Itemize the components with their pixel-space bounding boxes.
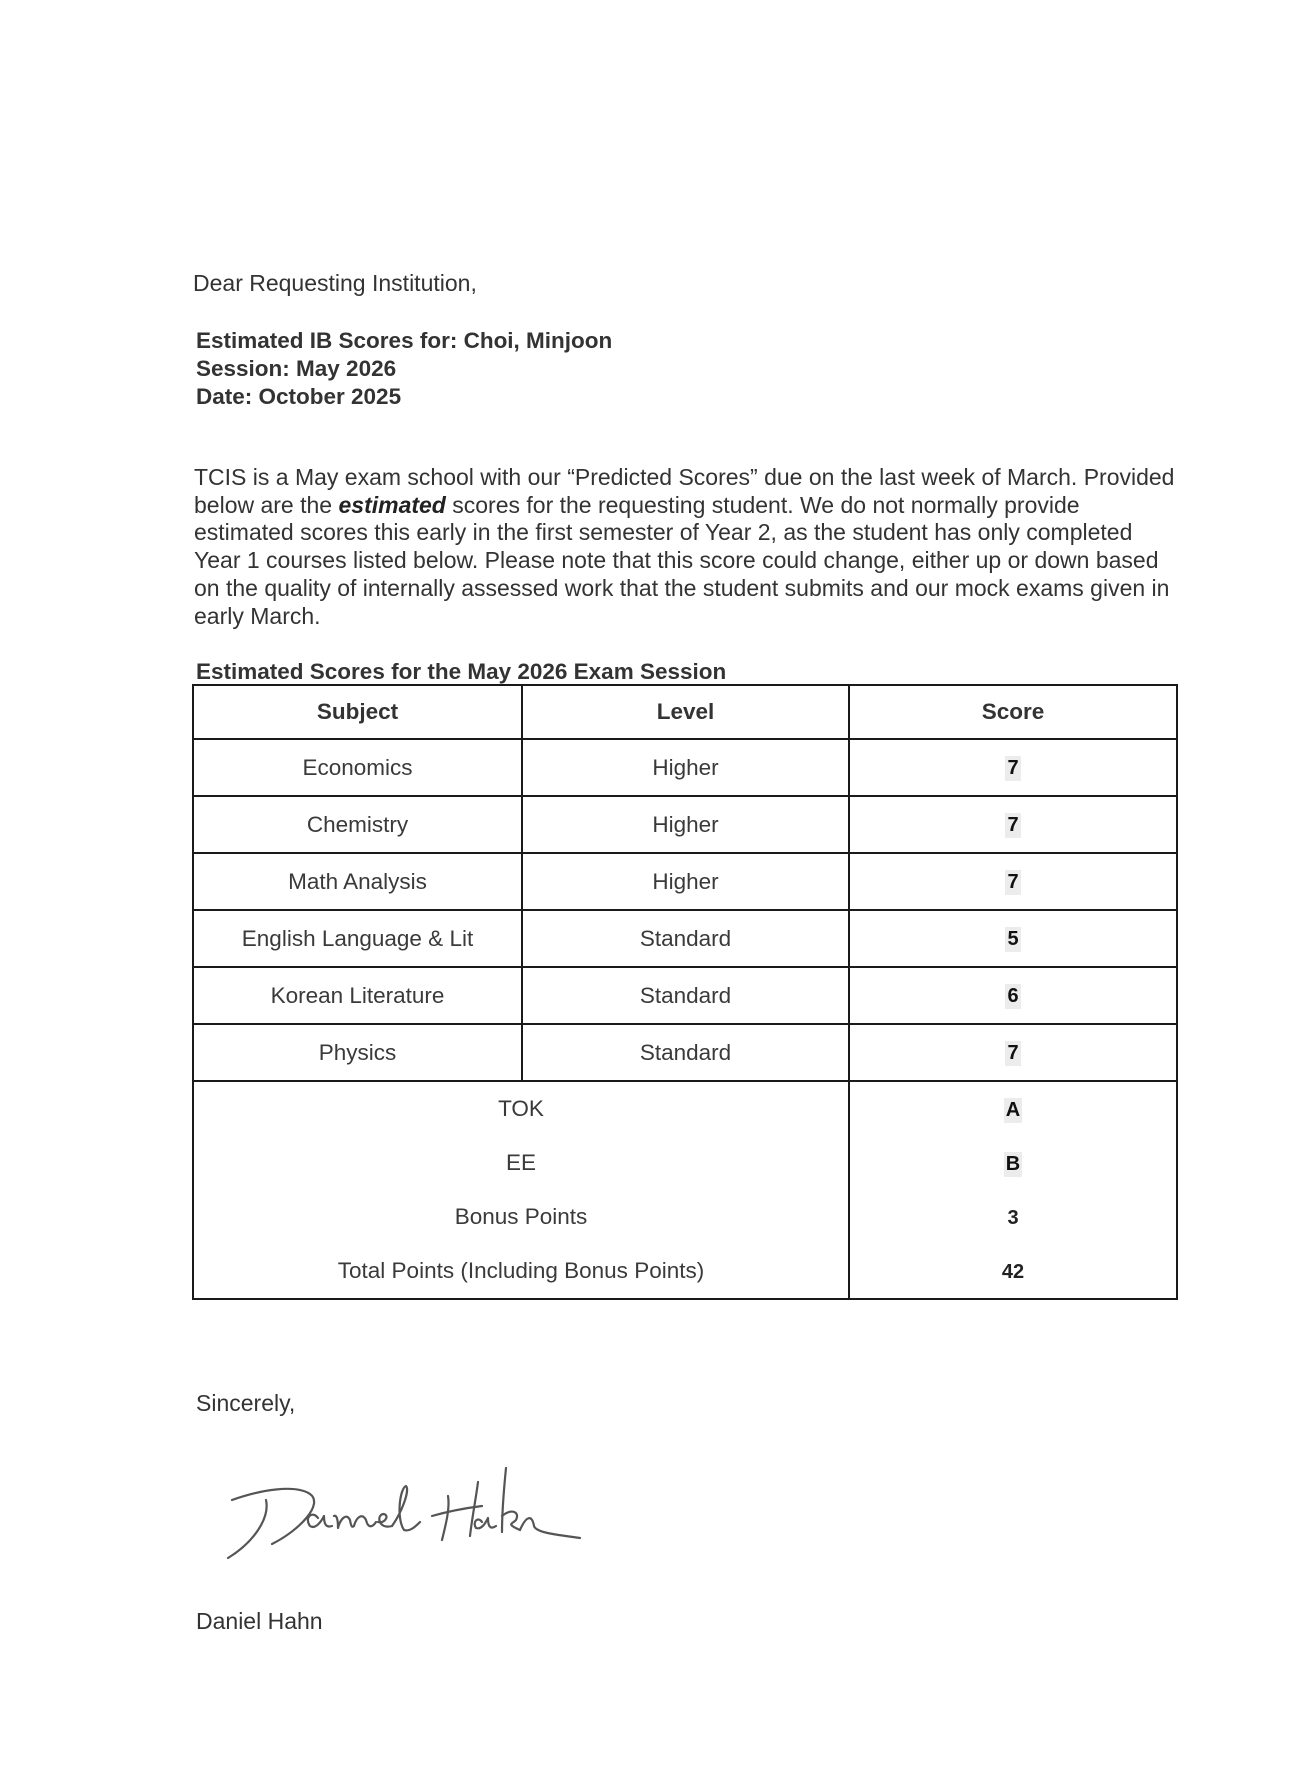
intro-emphasis: estimated <box>338 491 446 518</box>
table-row <box>193 739 1177 796</box>
score-value: 7 <box>1007 814 1019 836</box>
level-cell: Higher <box>522 853 849 910</box>
closing: Sincerely, <box>196 1390 296 1416</box>
summary-row <box>193 1081 1177 1136</box>
score-cell <box>849 739 1177 796</box>
score-cell <box>849 967 1177 1024</box>
level-cell: Standard <box>522 967 849 1024</box>
table-caption: Estimated Scores for the May 2026 Exam Session <box>196 659 727 684</box>
intro-line-2 <box>194 492 1194 520</box>
level-cell: Standard <box>522 910 849 967</box>
table-header-row <box>193 685 1177 739</box>
greeting: Dear Requesting Institution, <box>193 270 477 296</box>
intro-line-6: early March. <box>194 602 321 629</box>
summary-value-cell <box>849 1244 1177 1299</box>
intro-line-4: Year 1 courses listed below. Please note that this score could change, either up or down based <box>194 547 1159 574</box>
score-cell <box>849 853 1177 910</box>
score-value: 7 <box>1007 1042 1019 1064</box>
summary-row <box>193 1190 1177 1244</box>
table-row <box>193 967 1177 1024</box>
table-row <box>193 796 1177 853</box>
score-header: Score <box>849 685 1177 739</box>
summary-value: B <box>1005 1152 1021 1175</box>
subject-cell: Chemistry <box>193 796 522 853</box>
summary-value: A <box>1005 1098 1021 1121</box>
table-row <box>193 853 1177 910</box>
level-cell: Standard <box>522 1024 849 1081</box>
handwritten-signature <box>220 1460 620 1570</box>
subject-cell: Economics <box>193 739 522 796</box>
score-value: 7 <box>1007 871 1019 893</box>
intro-line-2-start: below are the <box>194 491 339 518</box>
score-value: 7 <box>1007 757 1019 779</box>
table-row <box>193 1024 1177 1081</box>
score-cell <box>849 910 1177 967</box>
summary-label: Bonus Points <box>193 1190 849 1244</box>
summary-value-cell <box>849 1081 1177 1136</box>
level-cell: Higher <box>522 796 849 853</box>
date-line: Date: October 2025 <box>196 384 402 409</box>
score-value: 5 <box>1007 928 1019 950</box>
summary-value: 42 <box>1001 1261 1025 1283</box>
intro-paragraph <box>194 464 1194 630</box>
session-line: Session: May 2026 <box>196 356 397 381</box>
subject-cell: English Language & Lit <box>193 910 522 967</box>
subject-cell: Physics <box>193 1024 522 1081</box>
score-cell <box>849 796 1177 853</box>
level-cell: Higher <box>522 739 849 796</box>
summary-value-cell <box>849 1136 1177 1190</box>
score-cell <box>849 1024 1177 1081</box>
letter-heading <box>196 327 612 411</box>
summary-row <box>193 1136 1177 1190</box>
summary-value: 3 <box>1007 1207 1019 1229</box>
student-line: Estimated IB Scores for: Choi, Minjoon <box>196 328 613 353</box>
subject-cell: Math Analysis <box>193 853 522 910</box>
summary-label: Total Points (Including Bonus Points) <box>193 1244 849 1299</box>
summary-label: EE <box>193 1136 849 1190</box>
signer-name: Daniel Hahn <box>196 1608 323 1634</box>
table-row <box>193 910 1177 967</box>
summary-label: TOK <box>193 1081 849 1136</box>
level-header: Level <box>522 685 849 739</box>
subject-cell: Korean Literature <box>193 967 522 1024</box>
summary-row <box>193 1244 1177 1299</box>
scores-table <box>192 684 1178 1300</box>
summary-value-cell <box>849 1190 1177 1244</box>
intro-line-3: estimated scores this early in the first semester of Year 2, as the student has only completed <box>194 519 1133 546</box>
score-value: 6 <box>1007 985 1019 1007</box>
subject-header: Subject <box>193 685 522 739</box>
intro-line-1: TCIS is a May exam school with our “Predicted Scores” due on the last week of March. Provided <box>194 464 1175 490</box>
intro-line-2-end: scores for the requesting student. We do not normally provide <box>445 491 1080 518</box>
intro-line-5: on the quality of internally assessed work that the student submits and our mock exams given in <box>194 574 1170 601</box>
